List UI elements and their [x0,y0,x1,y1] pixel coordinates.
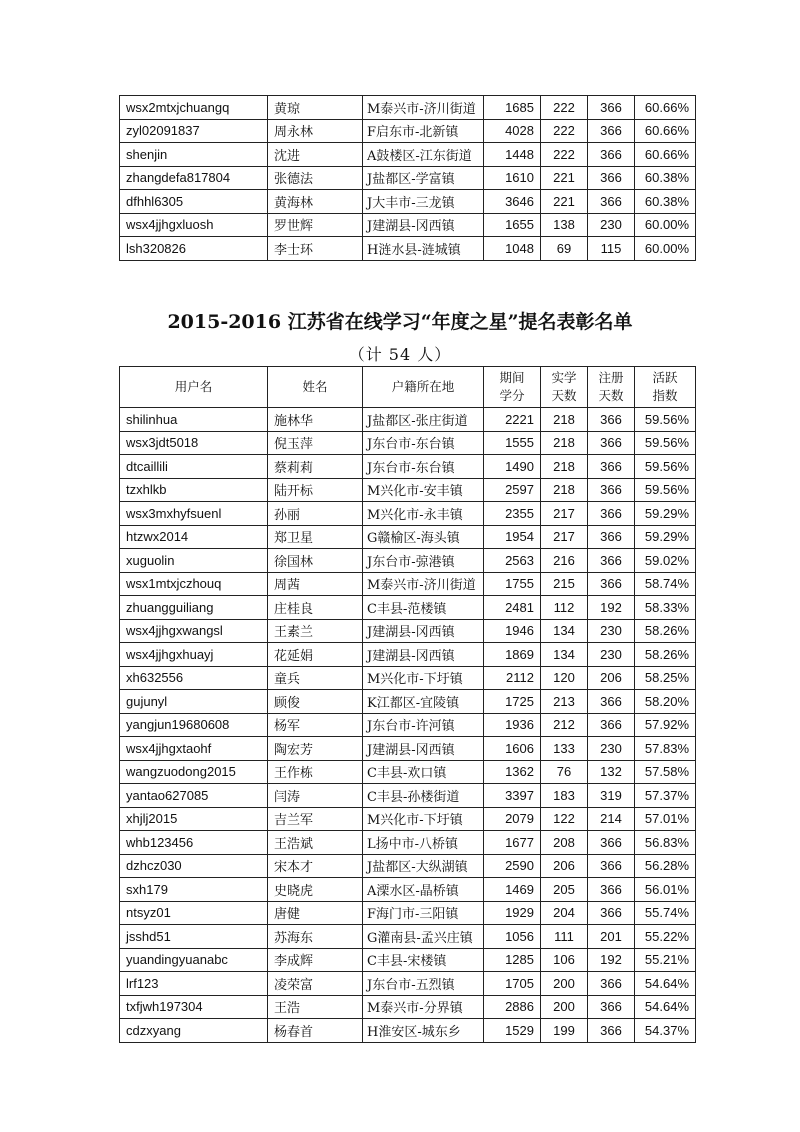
cell-activity-index: 54.64% [635,972,696,996]
cell-name: 周永林 [268,119,363,143]
cell-registered-days: 366 [588,713,635,737]
cell-location: J建湖县-冈西镇 [363,643,484,667]
cell-period-credits: 1529 [484,1019,541,1043]
cell-location: J盐都区-张庄街道 [363,408,484,432]
cell-username: wsx4jjhgxhuayj [120,643,268,667]
cell-registered-days: 115 [588,237,635,261]
cell-study-days: 134 [541,643,588,667]
cell-username: dfhhl6305 [120,190,268,214]
cell-study-days: 212 [541,713,588,737]
cell-location: J盐都区-大纵湖镇 [363,854,484,878]
cell-location: F启东市-北新镇 [363,119,484,143]
cell-registered-days: 366 [588,972,635,996]
cell-location: F海门市-三阳镇 [363,901,484,925]
cell-registered-days: 366 [588,549,635,573]
cell-registered-days: 132 [588,760,635,784]
cell-location: J东台市-东台镇 [363,455,484,479]
cell-name: 吉兰军 [268,807,363,831]
cell-registered-days: 366 [588,119,635,143]
cell-username: wsx3mxhyfsuenl [120,502,268,526]
cell-registered-days: 366 [588,96,635,120]
cell-activity-index: 55.74% [635,901,696,925]
cell-period-credits: 1936 [484,713,541,737]
table-row [120,190,696,214]
cell-period-credits: 1755 [484,572,541,596]
cell-study-days: 183 [541,784,588,808]
table-row [120,96,696,120]
cell-name: 庄桂良 [268,596,363,620]
cell-study-days: 218 [541,455,588,479]
cell-location: J东台市-弶港镇 [363,549,484,573]
cell-name: 倪玉萍 [268,431,363,455]
cell-name: 孙丽 [268,502,363,526]
cell-period-credits: 4028 [484,119,541,143]
cell-activity-index: 58.74% [635,572,696,596]
cell-name: 陆开标 [268,478,363,502]
cell-study-days: 221 [541,166,588,190]
cell-name: 蔡莉莉 [268,455,363,479]
cell-name: 王浩斌 [268,831,363,855]
cell-period-credits: 1946 [484,619,541,643]
cell-period-credits: 1869 [484,643,541,667]
cell-name: 罗世辉 [268,213,363,237]
cell-registered-days: 366 [588,502,635,526]
cell-period-credits: 2481 [484,596,541,620]
cell-username: wsx4jjhgxtaohf [120,737,268,761]
cell-location: M泰兴市-济川街道 [363,572,484,596]
cell-name: 花延娟 [268,643,363,667]
cell-activity-index: 59.56% [635,478,696,502]
cell-name: 黄琼 [268,96,363,120]
cell-registered-days: 319 [588,784,635,808]
cell-name: 陶宏芳 [268,737,363,761]
cell-username: wsx2mtxjchuangq [120,96,268,120]
header-name: 姓名 [268,367,363,408]
cell-period-credits: 2221 [484,408,541,432]
cell-username: lsh320826 [120,237,268,261]
table-row [120,643,696,667]
cell-period-credits: 1448 [484,143,541,167]
cell-study-days: 213 [541,690,588,714]
cell-location: C丰县-欢口镇 [363,760,484,784]
cell-location: A鼓楼区-江东街道 [363,143,484,167]
cell-period-credits: 3397 [484,784,541,808]
table-row [120,478,696,502]
cell-name: 郑卫星 [268,525,363,549]
cell-activity-index: 56.01% [635,878,696,902]
cell-registered-days: 230 [588,213,635,237]
page-subtitle: （计 54 人） [348,345,452,364]
cell-activity-index: 56.28% [635,854,696,878]
cell-activity-index: 58.26% [635,643,696,667]
cell-study-days: 111 [541,925,588,949]
cell-period-credits: 1725 [484,690,541,714]
cell-username: lrf123 [120,972,268,996]
cell-period-credits: 1048 [484,237,541,261]
cell-username: yangjun19680608 [120,713,268,737]
cell-study-days: 215 [541,572,588,596]
table-row [120,502,696,526]
table-row [120,213,696,237]
header-location: 户籍所在地 [363,367,484,408]
cell-registered-days: 366 [588,525,635,549]
cell-period-credits: 1555 [484,431,541,455]
cell-study-days: 218 [541,478,588,502]
cell-period-credits: 1655 [484,213,541,237]
header-period-credits: 期间 学分 [484,367,541,408]
cell-username: yuandingyuanabc [120,948,268,972]
cell-location: J东台市-许河镇 [363,713,484,737]
cell-location: J东台市-东台镇 [363,431,484,455]
cell-activity-index: 58.20% [635,690,696,714]
cell-name: 史晓虎 [268,878,363,902]
table-row [120,525,696,549]
cell-activity-index: 59.56% [635,408,696,432]
cell-location: M兴化市-下圩镇 [363,807,484,831]
cell-period-credits: 1362 [484,760,541,784]
cell-activity-index: 54.37% [635,1019,696,1043]
cell-location: G灌南县-孟兴庄镇 [363,925,484,949]
cell-username: zhuangguiliang [120,596,268,620]
cell-name: 杨军 [268,713,363,737]
cell-study-days: 199 [541,1019,588,1043]
cell-username: wsx1mtxjczhouq [120,572,268,596]
header-activity-index: 活跃 指数 [635,367,696,408]
cell-study-days: 138 [541,213,588,237]
header-username: 用户名 [120,367,268,408]
cell-activity-index: 59.02% [635,549,696,573]
cell-study-days: 134 [541,619,588,643]
cell-study-days: 200 [541,995,588,1019]
cell-registered-days: 230 [588,643,635,667]
cell-period-credits: 1685 [484,96,541,120]
cell-registered-days: 366 [588,831,635,855]
header-registered-days: 注册 天数 [588,367,635,408]
table-row [120,572,696,596]
cell-period-credits: 3646 [484,190,541,214]
cell-location: C丰县-孙楼街道 [363,784,484,808]
cell-registered-days: 366 [588,1019,635,1043]
cell-period-credits: 1954 [484,525,541,549]
cell-name: 周茜 [268,572,363,596]
cell-activity-index: 56.83% [635,831,696,855]
cell-registered-days: 366 [588,690,635,714]
cell-name: 杨春首 [268,1019,363,1043]
table-row [120,619,696,643]
cell-period-credits: 2886 [484,995,541,1019]
cell-activity-index: 58.25% [635,666,696,690]
cell-name: 徐国林 [268,549,363,573]
table-row [120,948,696,972]
table-row [120,549,696,573]
nomination-table [119,366,696,1043]
cell-study-days: 218 [541,408,588,432]
cell-name: 王作栋 [268,760,363,784]
cell-study-days: 112 [541,596,588,620]
cell-study-days: 222 [541,96,588,120]
cell-username: dtcaillili [120,455,268,479]
cell-name: 李士环 [268,237,363,261]
cell-username: wsx3jdt5018 [120,431,268,455]
cell-period-credits: 1705 [484,972,541,996]
cell-activity-index: 60.38% [635,190,696,214]
table-row [120,831,696,855]
cell-study-days: 204 [541,901,588,925]
cell-registered-days: 366 [588,431,635,455]
cell-study-days: 120 [541,666,588,690]
cell-period-credits: 1606 [484,737,541,761]
cell-study-days: 69 [541,237,588,261]
cell-username: yantao627085 [120,784,268,808]
cell-username: wsx4jjhgxwangsl [120,619,268,643]
cell-registered-days: 366 [588,478,635,502]
cell-activity-index: 60.66% [635,119,696,143]
cell-activity-index: 57.01% [635,807,696,831]
cell-study-days: 216 [541,549,588,573]
cell-username: cdzxyang [120,1019,268,1043]
table-row [120,713,696,737]
cell-activity-index: 59.29% [635,502,696,526]
cell-registered-days: 366 [588,878,635,902]
table-row [120,237,696,261]
cell-name: 王素兰 [268,619,363,643]
table-row [120,807,696,831]
table-row [120,1019,696,1043]
cell-location: J东台市-五烈镇 [363,972,484,996]
cell-study-days: 222 [541,119,588,143]
table-header-row [120,367,696,408]
cell-study-days: 106 [541,948,588,972]
cell-location: J建湖县-冈西镇 [363,619,484,643]
cell-period-credits: 2563 [484,549,541,573]
cell-study-days: 208 [541,831,588,855]
table-row [120,995,696,1019]
cell-name: 宋本才 [268,854,363,878]
cell-registered-days: 366 [588,408,635,432]
cell-username: whb123456 [120,831,268,855]
cell-location: C丰县-范楼镇 [363,596,484,620]
cell-activity-index: 59.56% [635,431,696,455]
cell-location: H淮安区-城东乡 [363,1019,484,1043]
cell-username: htzwx2014 [120,525,268,549]
table-row [120,455,696,479]
cell-activity-index: 58.33% [635,596,696,620]
cell-name: 童兵 [268,666,363,690]
cell-registered-days: 366 [588,854,635,878]
cell-registered-days: 201 [588,925,635,949]
cell-username: ntsyz01 [120,901,268,925]
cell-activity-index: 59.56% [635,455,696,479]
cell-location: M泰兴市-分界镇 [363,995,484,1019]
cell-location: L扬中市-八桥镇 [363,831,484,855]
cell-registered-days: 366 [588,190,635,214]
cell-period-credits: 2590 [484,854,541,878]
table-row [120,737,696,761]
cell-username: jsshd51 [120,925,268,949]
cell-username: sxh179 [120,878,268,902]
cell-registered-days: 366 [588,143,635,167]
cell-registered-days: 192 [588,596,635,620]
cell-name: 苏海东 [268,925,363,949]
cell-name: 黄海林 [268,190,363,214]
table-row [120,431,696,455]
table-row [120,690,696,714]
cell-study-days: 217 [541,525,588,549]
cell-activity-index: 55.22% [635,925,696,949]
cell-location: M兴化市-永丰镇 [363,502,484,526]
cell-period-credits: 1285 [484,948,541,972]
cell-study-days: 217 [541,502,588,526]
table-row [120,784,696,808]
cell-registered-days: 366 [588,455,635,479]
table-row [120,166,696,190]
cell-period-credits: 2079 [484,807,541,831]
cell-location: J大丰市-三龙镇 [363,190,484,214]
cell-period-credits: 1929 [484,901,541,925]
cell-location: C丰县-宋楼镇 [363,948,484,972]
cell-period-credits: 1469 [484,878,541,902]
cell-location: M兴化市-下圩镇 [363,666,484,690]
cell-study-days: 76 [541,760,588,784]
cell-study-days: 206 [541,854,588,878]
cell-activity-index: 57.58% [635,760,696,784]
cell-location: J建湖县-冈西镇 [363,737,484,761]
cell-registered-days: 230 [588,737,635,761]
cell-activity-index: 60.66% [635,96,696,120]
cell-period-credits: 2355 [484,502,541,526]
cell-activity-index: 60.00% [635,237,696,261]
cell-location: M泰兴市-济川街道 [363,96,484,120]
cell-username: shenjin [120,143,268,167]
cell-study-days: 218 [541,431,588,455]
cell-username: shilinhua [120,408,268,432]
cell-location: A溧水区-晶桥镇 [363,878,484,902]
cell-study-days: 200 [541,972,588,996]
previous-table-continuation [119,95,696,261]
table-row [120,666,696,690]
cell-registered-days: 206 [588,666,635,690]
cell-activity-index: 60.66% [635,143,696,167]
cell-study-days: 122 [541,807,588,831]
cell-username: wsx4jjhgxluosh [120,213,268,237]
cell-registered-days: 366 [588,166,635,190]
cell-username: dzhcz030 [120,854,268,878]
cell-location: M兴化市-安丰镇 [363,478,484,502]
cell-username: xh632556 [120,666,268,690]
cell-name: 沈进 [268,143,363,167]
cell-username: zyl02091837 [120,119,268,143]
table-row [120,925,696,949]
table-row [120,878,696,902]
table-row [120,972,696,996]
cell-period-credits: 2597 [484,478,541,502]
cell-username: wangzuodong2015 [120,760,268,784]
cell-activity-index: 57.83% [635,737,696,761]
cell-activity-index: 60.38% [635,166,696,190]
cell-study-days: 221 [541,190,588,214]
cell-activity-index: 57.37% [635,784,696,808]
cell-registered-days: 366 [588,995,635,1019]
cell-name: 唐健 [268,901,363,925]
cell-location: J盐都区-学富镇 [363,166,484,190]
table-row [120,901,696,925]
cell-registered-days: 366 [588,572,635,596]
cell-username: zhangdefa817804 [120,166,268,190]
cell-registered-days: 214 [588,807,635,831]
cell-activity-index: 59.29% [635,525,696,549]
cell-study-days: 133 [541,737,588,761]
cell-name: 施林华 [268,408,363,432]
table-row [120,143,696,167]
cell-activity-index: 60.00% [635,213,696,237]
header-study-days: 实学 天数 [541,367,588,408]
cell-period-credits: 1056 [484,925,541,949]
page-title: 2015-2016 江苏省在线学习“年度之星”提名表彰名单 [167,311,633,333]
cell-study-days: 222 [541,143,588,167]
cell-activity-index: 57.92% [635,713,696,737]
cell-name: 王浩 [268,995,363,1019]
table-row [120,854,696,878]
cell-username: gujunyl [120,690,268,714]
table-row [120,119,696,143]
table-row [120,408,696,432]
cell-username: xhjlj2015 [120,807,268,831]
table-row [120,596,696,620]
cell-username: txfjwh197304 [120,995,268,1019]
cell-period-credits: 2112 [484,666,541,690]
cell-username: tzxhlkb [120,478,268,502]
cell-period-credits: 1677 [484,831,541,855]
cell-activity-index: 58.26% [635,619,696,643]
cell-name: 凌荣富 [268,972,363,996]
cell-location: G赣榆区-海头镇 [363,525,484,549]
cell-location: H涟水县-涟城镇 [363,237,484,261]
cell-name: 闫涛 [268,784,363,808]
cell-period-credits: 1610 [484,166,541,190]
cell-registered-days: 192 [588,948,635,972]
table-row [120,760,696,784]
cell-registered-days: 366 [588,901,635,925]
cell-registered-days: 230 [588,619,635,643]
cell-name: 张德法 [268,166,363,190]
cell-name: 顾俊 [268,690,363,714]
cell-name: 李成辉 [268,948,363,972]
cell-study-days: 205 [541,878,588,902]
cell-username: xuguolin [120,549,268,573]
cell-activity-index: 54.64% [635,995,696,1019]
cell-period-credits: 1490 [484,455,541,479]
cell-activity-index: 55.21% [635,948,696,972]
cell-location: K江都区-宜陵镇 [363,690,484,714]
cell-location: J建湖县-冈西镇 [363,213,484,237]
